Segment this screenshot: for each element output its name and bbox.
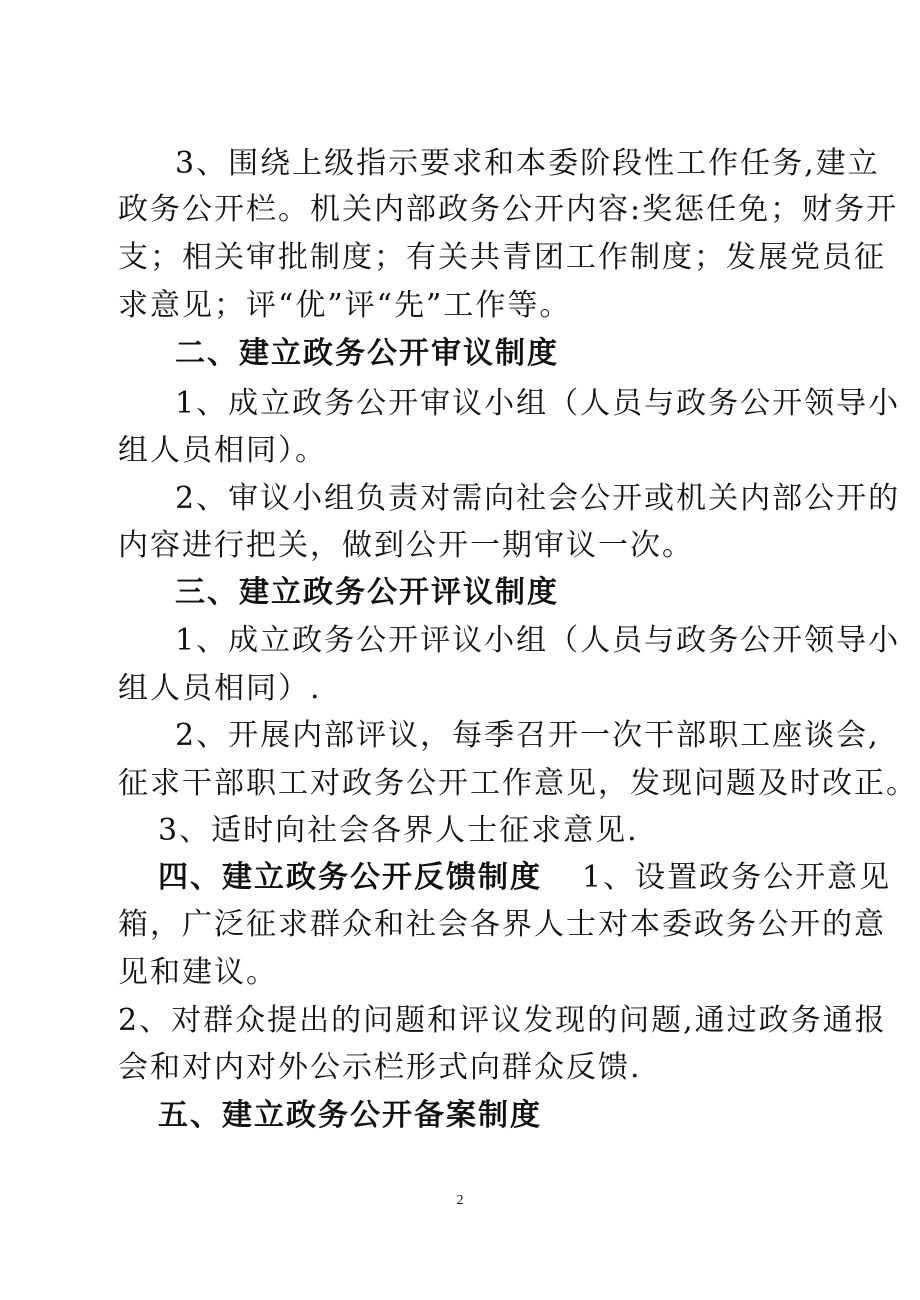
paragraph-line: 2、对群众提出的问题和评议发现的问题,通过政务通报 xyxy=(118,1003,887,1038)
paragraph-line: 组人员相同）. xyxy=(118,671,322,706)
paragraph-line: 1、成立政务公开评议小组（人员与政务公开领导小 xyxy=(175,623,901,658)
paragraph-line: 组人员相同）。 xyxy=(118,433,327,468)
section-heading: 五、建立政务公开备案制度 xyxy=(158,1098,542,1133)
paragraph-line: 支；相关审批制度；有关共青团工作制度；发展党员征 xyxy=(118,240,886,275)
paragraph-text: 1、设置政务公开意见 xyxy=(582,860,892,895)
paragraph-line: 1、成立政务公开审议小组（人员与政务公开领导小 xyxy=(175,386,901,421)
paragraph-line: 2、开展内部评议，每季召开一次干部职工座谈会, xyxy=(175,718,880,753)
paragraph-line: 会和对内对外公示栏形式向群众反馈. xyxy=(118,1050,642,1085)
section-heading-line xyxy=(158,855,891,901)
page-number: 2 xyxy=(456,1193,464,1208)
paragraph-line: 3、围绕上级指示要求和本委阶段性工作任务,建立 xyxy=(175,146,880,181)
paragraph-line: 征求干部职工对政务公开工作意见，发现问题及时改正。 xyxy=(118,766,918,801)
paragraph-line: 2、审议小组负责对需向社会公开或机关内部公开的 xyxy=(175,481,901,516)
paragraph-line: 求意见；评“优”评“先”工作等。 xyxy=(118,288,572,323)
paragraph-line: 箱，广泛征求群众和社会各界人士对本委政务公开的意 xyxy=(118,907,886,942)
paragraph-line: 政务公开栏。机关内部政务公开内容:奖惩任免；财务开 xyxy=(118,192,899,227)
paragraph-line: 内容进行把关，做到公开一期审议一次。 xyxy=(118,528,694,563)
section-heading: 四、建立政务公开反馈制度 xyxy=(158,860,542,895)
section-heading: 二、建立政务公开审议制度 xyxy=(175,336,559,371)
paragraph-line: 3、适时向社会各界人士征求意见. xyxy=(158,813,639,848)
paragraph-line: 见和建议。 xyxy=(118,955,278,990)
section-heading: 三、建立政务公开评议制度 xyxy=(175,575,559,610)
